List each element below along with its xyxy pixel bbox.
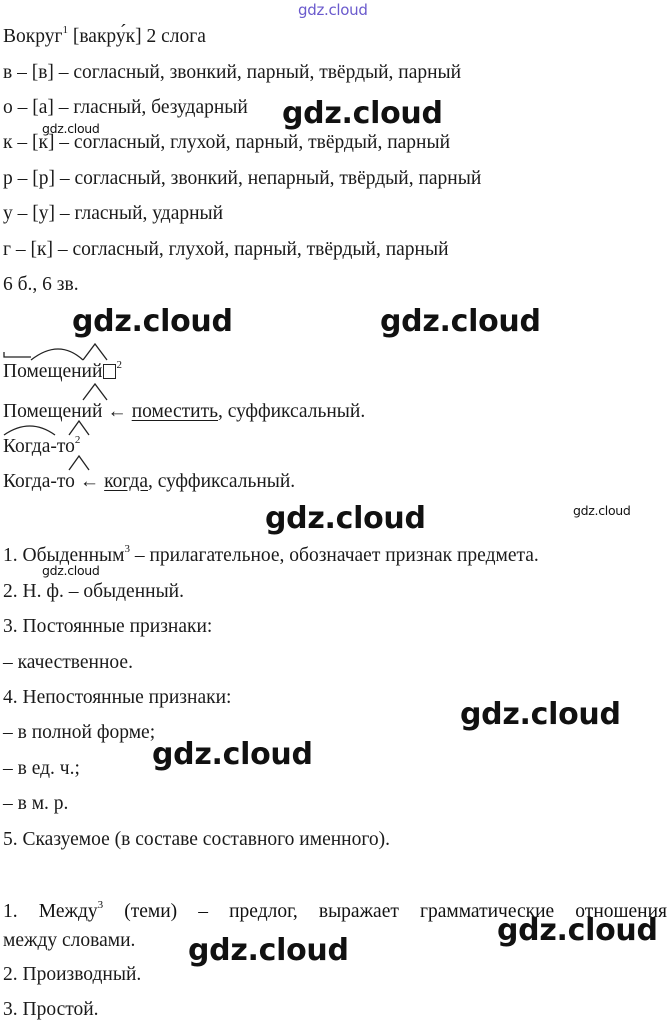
derivation-source-1: поместить [131, 401, 219, 422]
phonetic-line: о – [а] – гласный, безударный [3, 97, 248, 118]
adjective-line: – в ед. ч.; [3, 758, 80, 779]
adjective-line: 3. Постоянные признаки: [3, 616, 213, 637]
derivation-line-1 [3, 400, 365, 424]
morpheme-diagram-2 [3, 435, 75, 459]
phonetic-summary: 6 б., 6 зв. [3, 274, 79, 295]
derivation-line-2 [3, 470, 295, 494]
phonetic-line: в – [в] – согласный, звонкий, парный, твёрдый, парный [3, 62, 462, 83]
phonetic-line: р – [р] – согласный, звонкий, непарный, твёрдый, парный [3, 168, 482, 189]
preposition-line-3: 2. Производный. [3, 964, 142, 985]
adjective-line: – в м. р. [3, 793, 69, 814]
derivation-rest-2: , суффиксальный. [148, 471, 296, 492]
phonetic-line: у – [у] – гласный, ударный [3, 203, 224, 224]
watermark-small: gdz.cloud [573, 503, 631, 518]
morpheme-diagram-1 [3, 360, 116, 384]
watermark-small: gdz.cloud [42, 563, 100, 578]
item-number: 1. [3, 901, 39, 922]
phonetic-note: 1 [62, 24, 68, 36]
derivation-word-text: Когда-то [3, 471, 75, 492]
phonetic-line: г – [к] – согласный, глухой, парный, твёрдый, парный [3, 239, 449, 260]
derivation-word-1 [3, 400, 102, 424]
derivation-rest-1: , суффиксальный. [218, 401, 366, 422]
watermark-big: gdz.cloud [380, 304, 541, 339]
morpheme-note-1: 2 [116, 359, 122, 371]
watermark-big: gdz.cloud [152, 737, 313, 772]
adjective-line: – в полной форме; [3, 722, 156, 743]
adjective-line: – качественное. [3, 652, 133, 673]
watermark-big: gdz.cloud [265, 501, 426, 536]
derivation-word-2 [3, 470, 75, 494]
morpheme-note-2: 2 [74, 434, 81, 446]
derivation-arrow: ← [107, 401, 127, 422]
derivation-arrow: ← [79, 471, 100, 492]
phonetic-transcription: [вакру́к] 2 слога [72, 26, 206, 47]
adjective-note: 3 [124, 543, 130, 555]
preposition-rest: (теми) – предлог, выражает грамматические отношения [124, 901, 668, 922]
derivation-word-text: Помещений [3, 401, 103, 422]
watermark-big: gdz.cloud [188, 933, 349, 968]
adjective-line: 5. Сказуемое (в составе составного именного). [3, 829, 390, 850]
adjective-line: 4. Непостоянные признаки: [3, 687, 232, 708]
adjective-rest: – прилагательное, обозначает признак предмета. [130, 545, 539, 566]
morpheme-word-text: Когда-то [3, 436, 75, 457]
preposition-word: Между [38, 901, 98, 922]
watermark-big: gdz.cloud [497, 913, 658, 948]
preposition-line-2: между словами. [3, 930, 136, 951]
phonetic-line: к – [к] – согласный, глухой, парный, твёрдый, парный [3, 132, 451, 153]
morpheme-word-text: Помещений [3, 361, 103, 382]
phonetic-header [3, 25, 206, 49]
watermark-top: gdz.cloud [298, 1, 368, 19]
derivation-source-2: когда [104, 471, 148, 492]
preposition-line-4: 3. Простой. [3, 999, 99, 1020]
adjective-word: Обыденным [22, 545, 125, 566]
watermark-small: gdz.cloud [42, 121, 100, 136]
preposition-note: 3 [97, 899, 104, 911]
zero-ending-icon [103, 364, 116, 379]
morpheme-word-kogda-to [3, 435, 80, 459]
phonetic-word: Вокруг [3, 26, 63, 47]
watermark-big: gdz.cloud [72, 304, 233, 339]
morpheme-word-pomeshcheniy [3, 360, 122, 384]
adjective-line: 2. Н. ф. – обыденный. [3, 581, 184, 602]
watermark-big: gdz.cloud [460, 697, 621, 732]
watermark-big: gdz.cloud [282, 96, 443, 131]
item-number: 1. [3, 545, 23, 566]
